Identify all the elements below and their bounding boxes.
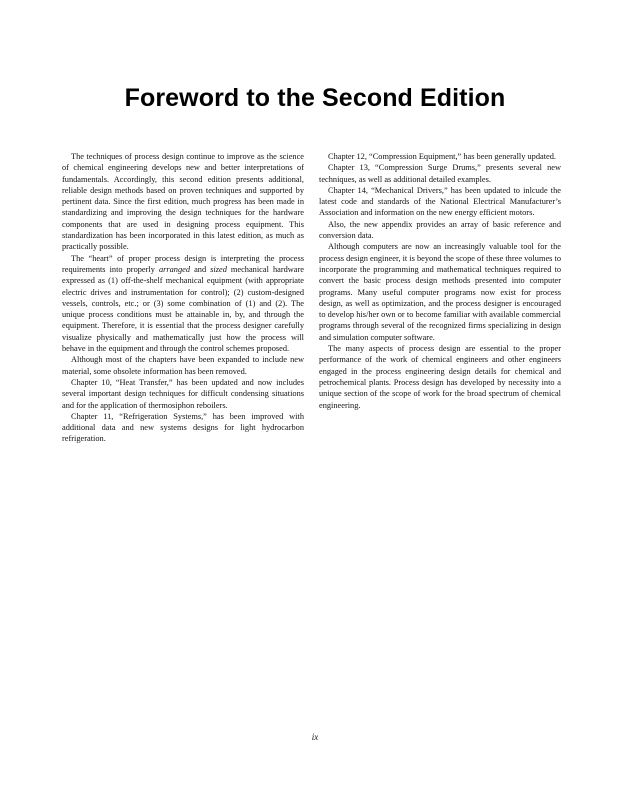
left-text-column	[62, 151, 304, 445]
paragraph: Chapter 11, “Refrigeration Systems,” has been improved with additional data and new systems designs for light hydrocarbon refrigeration.	[62, 411, 304, 444]
paragraph: Chapter 10, “Heat Transfer,” has been updated and now includes several important design techniques for difficult condensing situations and for the application of thermosiphon reboilers.	[62, 377, 304, 410]
paragraph: Chapter 14, “Mechanical Drivers,” has been updated to inlcude the latest code and standards of the National Electrical Manufacturer’s Association and information on the new energy efficient motors.	[319, 185, 561, 218]
paragraph: Although computers are now an increasingly valuable tool for the process design engineer, it is beyond the scope of these three volumes to incorporate the programming and mathematical techniques required to convert the basic process design methods presented into computer programs. Many useful computer programs now exist for process design, as well as optimization, and the process designer is encouraged to develop his/her own or to become familiar with available commercial programs through several of the recognized firms specializing in design and simulation computer software.	[319, 242, 561, 342]
emphasis-text: arranged	[158, 264, 191, 274]
paragraph-text: and	[190, 264, 211, 274]
page-number: ix	[311, 732, 319, 742]
paragraph-text: mechanical hardware expressed as (1) off-the-shelf mechanical equipment (with appropriate electric drives and instrumentation for control); (2) custom-designed vessels, controls, etc.; or (3) some combination of (1) and (2). The unique process conditions must be attainable in, by, and through the equipment. Therefore, it is essential that the process designer carefully visualize physically and mathematically just how the process will behave in the equipment and through the control schemes proposed.	[62, 264, 304, 354]
paragraph: The many aspects of process design are essential to the proper performance of the work of chemical engineers and other engineers engaged in the process engineering design details for chemical and petrochemical plants. Process design has developed by necessity into a unique section of the scope of work for the broad spectrum of chemical engineering.	[319, 344, 561, 410]
paragraph	[62, 253, 304, 355]
paragraph: The techniques of process design continue to improve as the science of chemical engineering develops new and better interpretations of fundamentals. Accordingly, this second edition presents additional, reliable design methods based on proven techniques and supported by pertinent data. Since the first edition, much progress has been made in standardizing and improving the design techniques for the hardware components that are used in designing process equipment. This standardization has been incorporated in this latest edition, as much as practically possible.	[62, 152, 304, 252]
paragraph: Also, the new appendix provides an array of basic reference and conversion data.	[319, 219, 561, 241]
paragraph: Although most of the chapters have been expanded to include new material, some obsolete information has been removed.	[62, 355, 304, 376]
right-text-column	[319, 151, 561, 411]
paragraph: Chapter 12, “Compression Equipment,” has been generally updated.	[328, 152, 556, 161]
emphasis-text: sized	[210, 264, 227, 274]
paragraph-text: The “heart” of proper process design is interpreting the process requirements into properly	[62, 253, 304, 274]
page-title: Foreword to the Second Edition	[124, 84, 506, 112]
paragraph: Chapter 13, “Compression Surge Drums,” presents several new techniques, as well as additional detailed examples.	[319, 163, 561, 184]
